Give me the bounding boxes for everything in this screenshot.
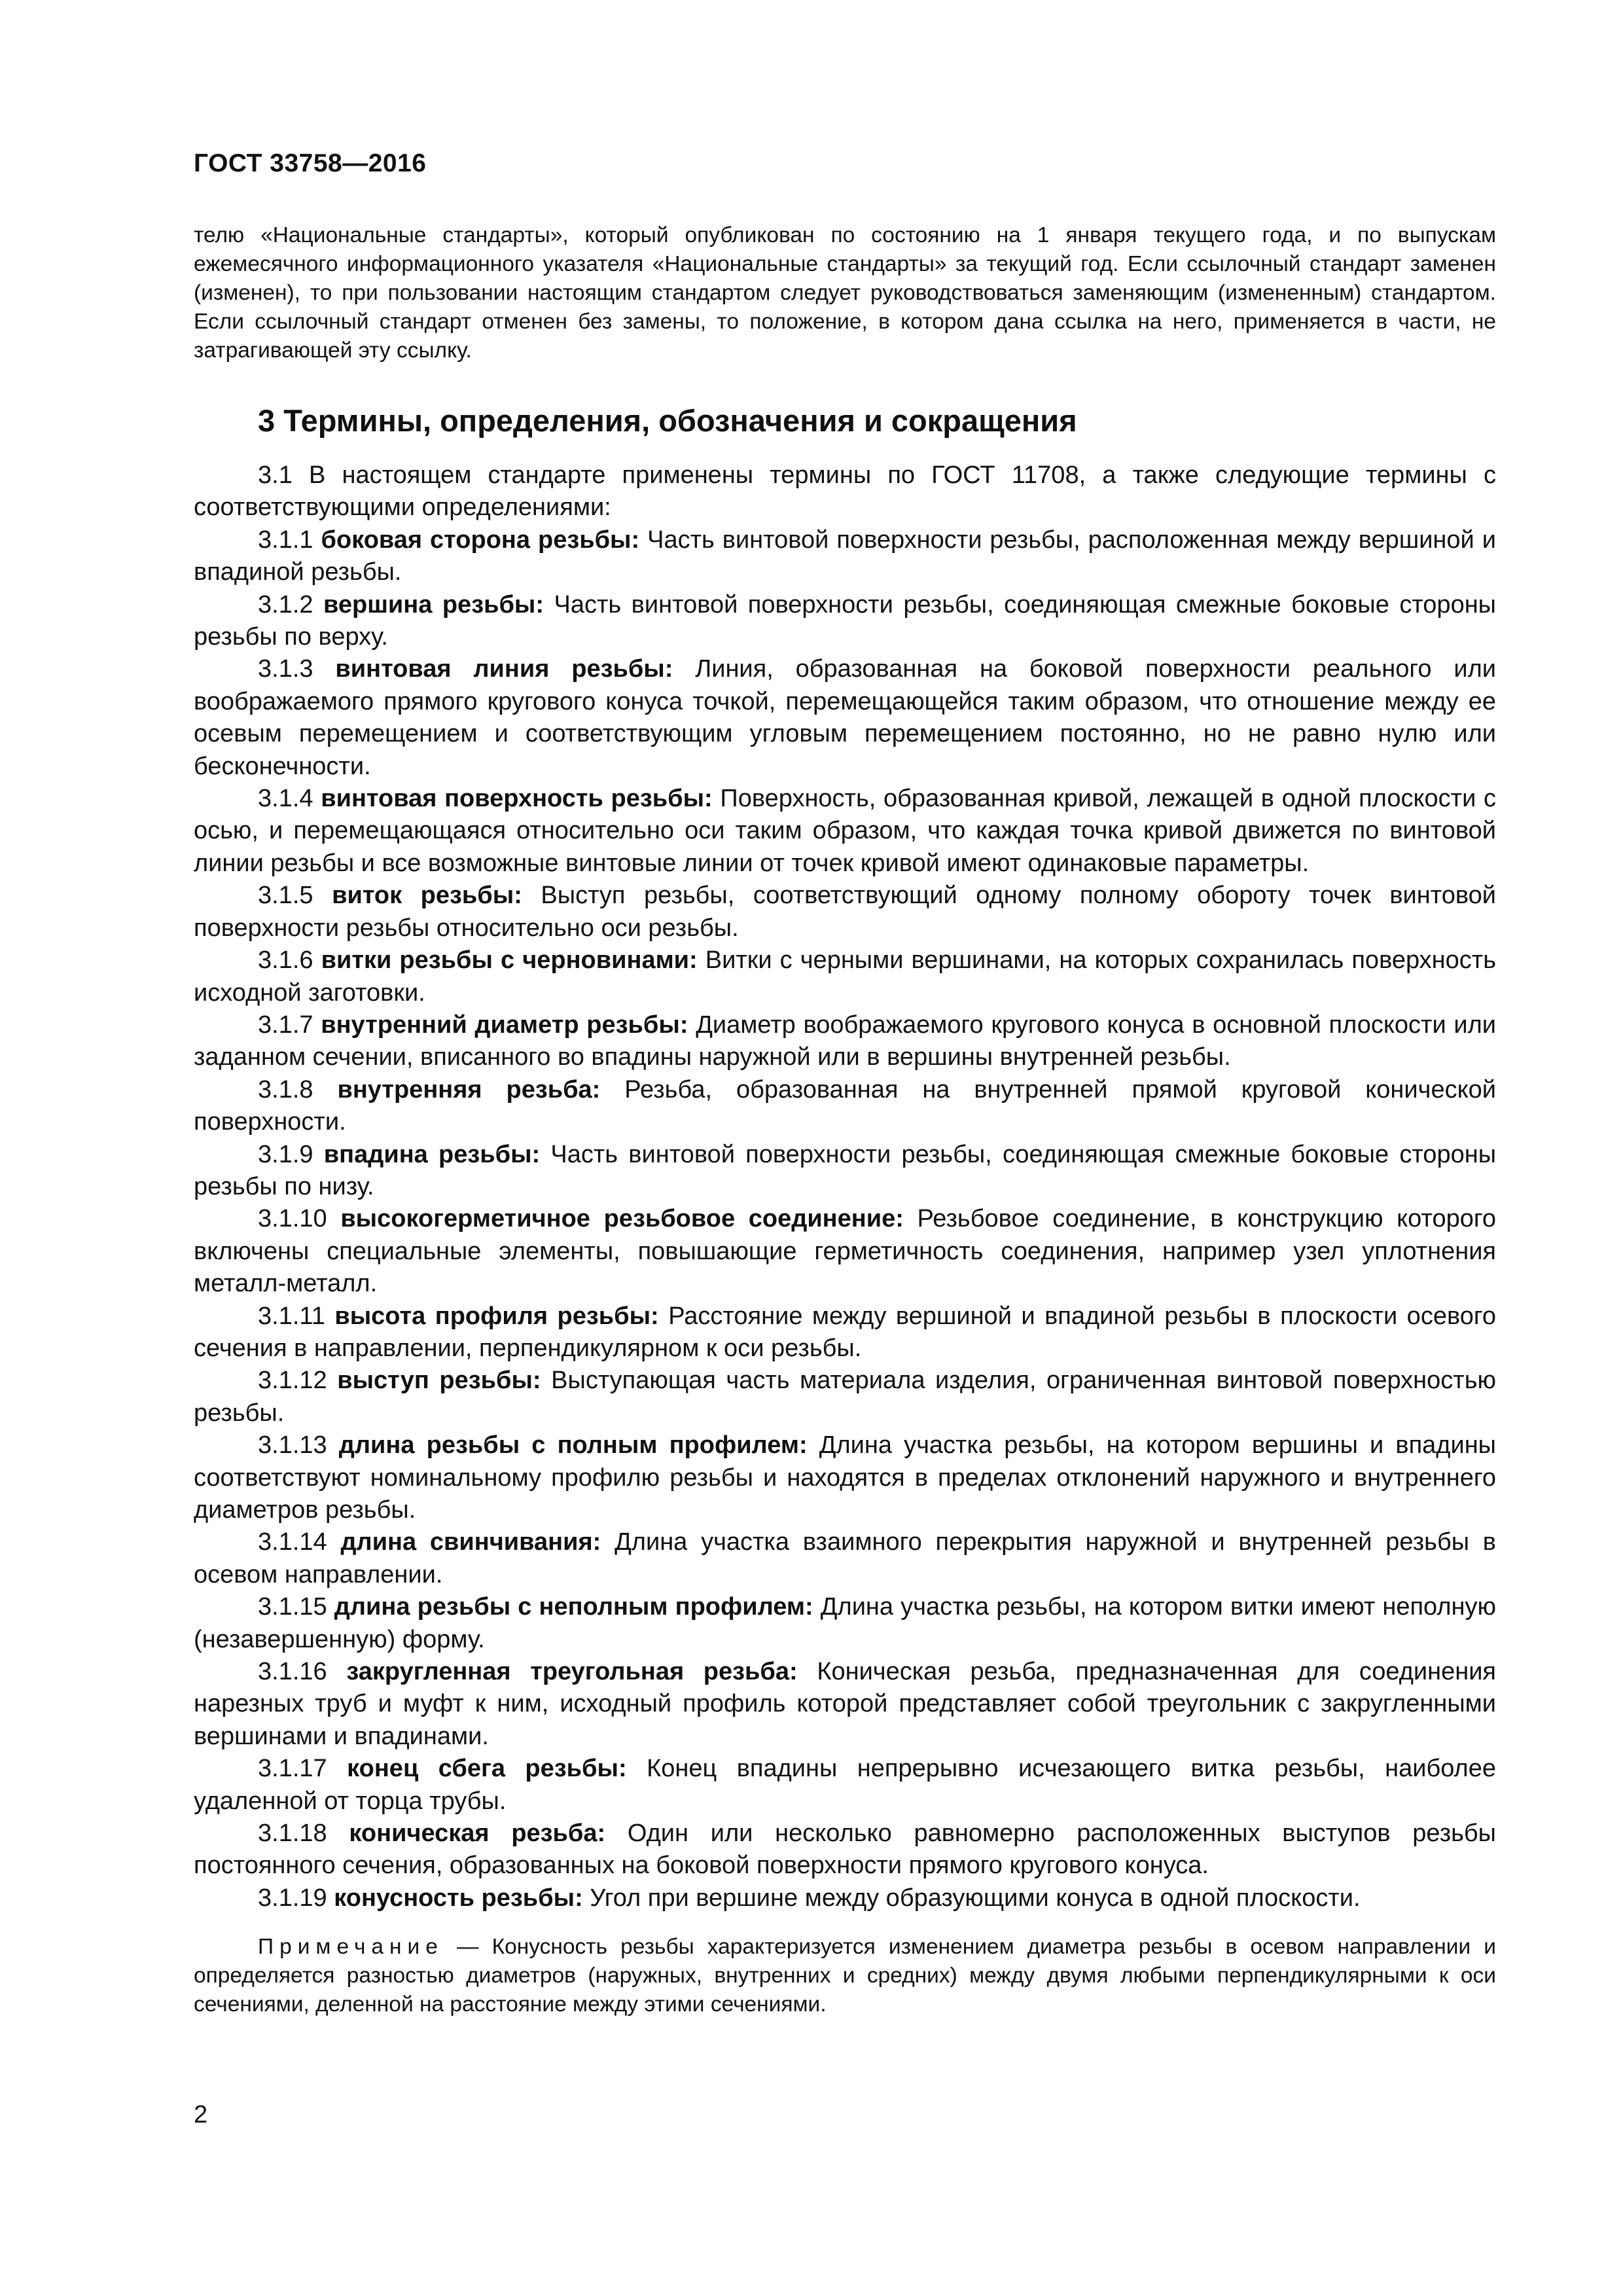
term-text: Коническая резьба, предназначенная для соединения нарезных труб и муфт к ним, исходный профиль которой представляет собой треугольник с закругленными вершинами и впадинами. <box>194 1658 1497 1750</box>
term-number: 3.1.19 <box>258 1884 327 1912</box>
term-definition <box>194 783 1496 880</box>
term-text: Диаметр воображаемого кругового конуса в основной плоскости или заданном сечении, вписанного во впадины наружной или в вершины внутренней резьбы. <box>194 1011 1497 1071</box>
intro-paragraph: телю «Национальные стандарты», который опубликован по состоянию на 1 января текущего года, и по выпускам ежемесячного информационного указателя «Национальные стандарты» за текущий год. Если ссылочный стандарт заменен (изменен), то при пользовании настоящим стандартом следует руководствоваться заменяющим (измененным) стандартом. Если ссылочный стандарт отменен без замены, то положение, в котором дана ссылка на него, применяется в части, не затрагивающей эту ссылку. <box>194 223 1496 363</box>
term-name: длина свинчивания: <box>340 1528 601 1556</box>
term-text: Часть винтовой поверхности резьбы, соединяющая смежные боковые стороны резьбы по низу. <box>194 1140 1497 1200</box>
term-definition <box>194 1591 1496 1656</box>
term-text: Поверхность, образованная кривой, лежащей в одной плоскости с осью, и перемещающаяся относительно оси таким образом, что каждая точка кривой движется по винтовой линии резьбы и все возможные винтовые линии от точек кривой имеют одинаковые параметры. <box>194 785 1496 877</box>
note-text: — Конусность резьбы характеризуется изменением диаметра резьбы в осевом направлении и определяется разностью диаметров (наружных, внутренних и средних) между двумя любыми перпендикулярными к оси сечениями, деленной на расстояние между этими сечениями. <box>194 1935 1497 2017</box>
term-definition <box>194 1753 1496 1818</box>
term-text: Выступ резьбы, соответствующий одному полному обороту точек винтовой поверхности резьбы относительно оси резьбы. <box>194 882 1497 942</box>
term-text: Один или несколько равномерно расположенных выступов резьбы постоянного сечения, образованных на боковой поверхности прямого кругового конуса. <box>194 1820 1496 1880</box>
term-number: 3.1.18 <box>258 1820 327 1848</box>
term-name: впадина резьбы: <box>323 1140 541 1168</box>
note-paragraph <box>194 1933 1496 2019</box>
term-name: вершина резьбы: <box>323 590 544 619</box>
term-name: длина резьбы с полным профилем: <box>338 1431 808 1460</box>
term-text: Длина участка резьбы, на котором вершины и впадины соответствуют номинальному профилю резьбы и находятся в пределах отклонений наружного и внутреннего диаметров резьбы. <box>194 1431 1496 1524</box>
term-number: 3.1.3 <box>258 655 313 683</box>
term-name: конец сбега резьбы: <box>347 1755 627 1783</box>
term-text: Резьба, образованная на внутренней прямой круговой конической поверхности. <box>194 1075 1496 1136</box>
term-text: Резьбовое соединение, в конструкцию которого включены специальные элементы, повышающие герметичность соединения, например узел уплотнения металл-металл. <box>194 1205 1496 1298</box>
term-text: Конец впадины непрерывно исчезающего витка резьбы, наиболее удаленной от торца трубы. <box>194 1755 1496 1815</box>
term-text: Длина участка взаимного перекрытия наружной и внутренней резьбы в осевом направлении. <box>194 1528 1496 1588</box>
term-number: 3.1.9 <box>258 1140 313 1168</box>
term-definition <box>194 1429 1496 1526</box>
term-definition <box>194 1526 1496 1591</box>
term-definition <box>194 1009 1496 1074</box>
page-number: 2 <box>194 2101 208 2128</box>
term-definition <box>194 1300 1496 1365</box>
term-text: Часть винтовой поверхности резьбы, соединяющая смежные боковые стороны резьбы по верху. <box>194 590 1496 651</box>
section-body <box>194 459 1496 2019</box>
term-name: внутренняя резьба: <box>337 1075 601 1103</box>
term-number: 3.1.4 <box>258 785 313 813</box>
section-title: 3 Термины, определения, обозначения и сокращения <box>258 403 1077 438</box>
term-number: 3.1.7 <box>258 1011 313 1039</box>
term-number: 3.1.2 <box>258 590 313 619</box>
term-name: закругленная треугольная резьба: <box>346 1658 798 1686</box>
term-number: 3.1.14 <box>258 1528 327 1556</box>
term-name: длина резьбы с неполным профилем: <box>334 1593 813 1621</box>
term-text: Длина участка резьбы, на котором витки имеют неполную (незавершенную) форму. <box>194 1593 1497 1653</box>
term-number: 3.1.15 <box>258 1593 327 1621</box>
term-definition <box>194 1139 1496 1204</box>
term-text: Линия, образованная на боковой поверхности реального или воображаемого прямого кругового конуса точкой, перемещающейся таким образом, что отношение между ее осевым перемещением и соответствующим угловым перемещением постоянно, но не равно нулю или бесконечности. <box>194 655 1497 780</box>
term-text: Расстояние между вершиной и впадиной резьбы в плоскости осевого сечения в направлении, перпендикулярном к оси резьбы. <box>194 1302 1497 1362</box>
term-definition <box>194 1203 1496 1300</box>
terms-list <box>194 524 1496 1914</box>
term-text: Угол при вершине между образующими конуса в одной плоскости. <box>590 1884 1361 1912</box>
term-number: 3.1.16 <box>258 1658 327 1686</box>
section-lead-paragraph: 3.1 В настоящем стандарте применены термины по ГОСТ 11708, а также следующие термины с соответствующими определениями: <box>194 461 1496 522</box>
term-text: Витки с черными вершинами, на которых сохранилась поверхность исходной заготовки. <box>194 946 1496 1007</box>
term-definition <box>194 524 1496 589</box>
term-name: виток резьбы: <box>332 882 522 910</box>
term-number: 3.1.10 <box>258 1205 327 1233</box>
term-definition <box>194 653 1496 783</box>
term-definition <box>194 1656 1496 1753</box>
term-number: 3.1.5 <box>258 882 313 910</box>
document-id-header: ГОСТ 33758—2016 <box>194 149 427 177</box>
term-name: конусность резьбы: <box>334 1884 583 1912</box>
term-definition <box>194 589 1496 654</box>
term-name: винтовая поверхность резьбы: <box>321 785 713 813</box>
note-label: Примечание <box>258 1935 444 1960</box>
term-number: 3.1.6 <box>258 946 313 975</box>
term-name: высота профиля резьбы: <box>334 1302 659 1330</box>
term-number: 3.1.12 <box>258 1367 327 1395</box>
term-definition <box>194 1882 1496 1914</box>
term-text: Выступающая часть материала изделия, ограниченная винтовой поверхностью резьбы. <box>194 1367 1496 1427</box>
term-number: 3.1.13 <box>258 1431 327 1460</box>
term-number: 3.1.1 <box>258 526 313 554</box>
term-definition <box>194 944 1496 1009</box>
term-text: Часть винтовой поверхности резьбы, расположенная между вершиной и впадиной резьбы. <box>194 526 1496 586</box>
term-name: коническая резьба: <box>349 1820 606 1848</box>
term-definition <box>194 1818 1496 1882</box>
term-name: витки резьбы с черновинами: <box>321 946 698 975</box>
term-number: 3.1.17 <box>258 1755 327 1783</box>
term-definition <box>194 1365 1496 1429</box>
term-name: выступ резьбы: <box>337 1367 541 1395</box>
term-name: внутренний диаметр резьбы: <box>321 1011 688 1039</box>
term-name: высокогерметичное резьбовое соединение: <box>340 1205 904 1233</box>
term-name: винтовая линия резьбы: <box>335 655 673 683</box>
term-definition <box>194 880 1496 944</box>
term-definition <box>194 1074 1496 1139</box>
term-number: 3.1.11 <box>258 1302 325 1330</box>
term-number: 3.1.8 <box>258 1075 313 1103</box>
term-name: боковая сторона резьбы: <box>321 526 640 554</box>
